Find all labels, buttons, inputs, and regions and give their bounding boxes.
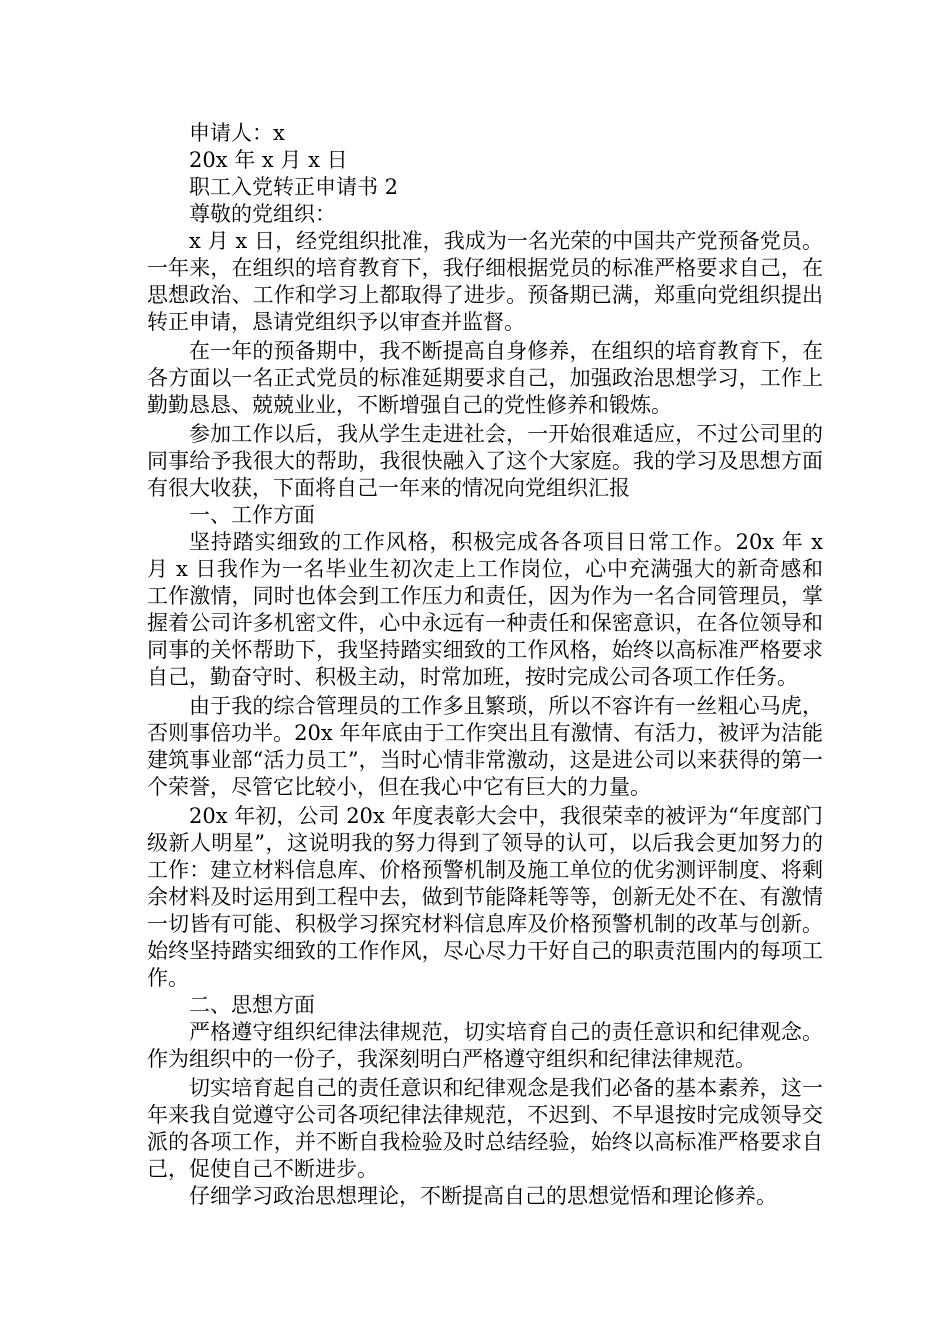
paragraph-probation: 在一年的预备期中，我不断提高自身修养，在组织的培育教育下，在各方面以一名正式党员的标准延期要求自己，加强政治思想学习，工作上勤勤恳恳、兢兢业业，不断增强自己的党性修养和锻炼。 bbox=[147, 339, 823, 417]
section-heading-thought: 二、思想方面 bbox=[189, 993, 315, 1017]
paragraph-joining-work: 参加工作以后，我从学生走进社会，一开始很难适应，不过公司里的同事给予我很大的帮助，我很快融入了这个大家庭。我的学习及思想方面有很大收获，下面将自己一年来的情况向党组织汇报 bbox=[147, 422, 823, 500]
paragraph-newcomer-star: 20x 年初，公司 20x 年度表彰大会中，我很荣幸的被评为“年度部门级新人明星”，这说明我的努力得到了领导的认可，以后我会更加努力的工作：建立材料信息库、价格预警机制及施工单位的优劣测评制度、将剩余材料及时运用到工程中去，做到节能降耗等等，创新无处不在、有激情一切皆有可能、积极学习探究材料信息库及价格预警机制的改革与创新。始终坚持踏实细致的工作作风，尽心尽力干好自己的职责范围内的每项工作。 bbox=[147, 804, 823, 990]
paragraph-discipline: 严格遵守组织纪律法律规范，切实培育自己的责任意识和纪律观念。作为组织中的一份子，我深刻明白严格遵守组织和纪律法律规范。 bbox=[147, 1020, 823, 1071]
document-body bbox=[147, 120, 823, 1210]
document-title: 职工入党转正申请书 2 bbox=[189, 175, 399, 199]
paragraph-vitality-award: 由于我的综合管理员的工作多且繁琐，所以不容许有一丝粗心马虎，否则事倍功半。20x 年年底由于工作突出且有激情、有活力，被评为洁能建筑事业部“活力员工”，当时心情非常激动，这是进公司以来获得的第一个荣誉，尽管它比较小，但在我心中它有巨大的力量。 bbox=[147, 694, 823, 799]
date-line: 20x 年 x 月 x 日 bbox=[189, 148, 348, 172]
applicant-line: 申请人：x bbox=[189, 121, 285, 145]
paragraph-intro: x 月 x 日，经党组织批准，我成为一名光荣的中国共产党预备党员。一年来，在组织的培育教育下，我仔细根据党员的标准严格要求自己，在思想政治、工作和学习上都取得了进步。预备期已满，郑重向党组织提出转正申请，恳请党组织予以审查并监督。 bbox=[147, 229, 823, 334]
paragraph-work-style: 坚持踏实细致的工作风格，积极完成各各项目日常工作。20x 年 x 月 x 日我作为一名毕业生初次走上工作岗位，心中充满强大的新奇感和工作激情，同时也体会到工作压力和责任，因为作为一名合同管理员，掌握着公司许多机密文件，心中永远有一种责任和保密意识，在各位领导和同事的关怀帮助下，我坚持踏实细致的工作风格，始终以高标准严格要求自己，勤奋守时、积极主动，时常加班，按时完成公司各项工作任务。 bbox=[147, 530, 823, 689]
salutation: 尊敬的党组织： bbox=[189, 202, 336, 226]
section-heading-work: 一、工作方面 bbox=[189, 503, 315, 527]
paragraph-political-study: 仔细学习政治思想理论，不断提高自己的思想觉悟和理论修养。 bbox=[189, 1184, 777, 1208]
paragraph-responsibility: 切实培育起自己的责任意识和纪律观念是我们必备的基本素养，这一年来我自觉遵守公司各项纪律法律规范，不迟到、不早退按时完成领导交派的各项工作，并不断自我检验及时总结经验，始终以高标准严格要求自己，促使自己不断进步。 bbox=[147, 1076, 823, 1181]
